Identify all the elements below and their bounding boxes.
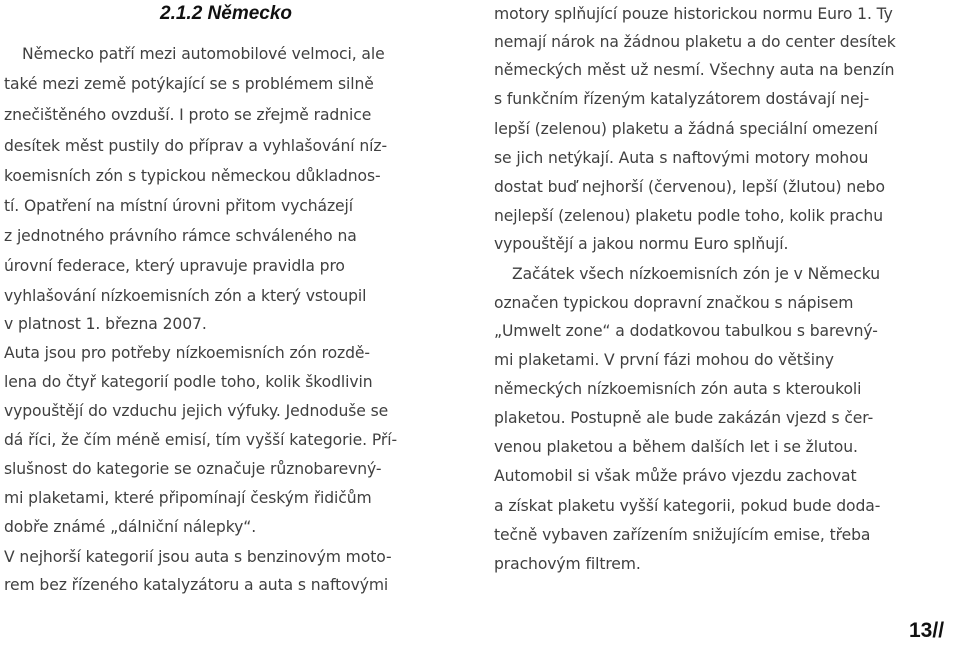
paragraph-line: plaketou. Postupně ale bude zakázán vjezd s čer- xyxy=(494,409,874,427)
paragraph-line: desítek měst pustily do příprav a vyhlašování níz- xyxy=(4,137,387,155)
paragraph-line: Začátek všech nízkoemisních zón je v Německu xyxy=(512,265,880,283)
paragraph-line: lepší (zelenou) plaketu a žádná speciální omezení xyxy=(494,120,878,138)
paragraph-line: v platnost 1. března 2007. xyxy=(4,315,207,333)
paragraph-line: německých nízkoemisních zón auta s kteroukoli xyxy=(494,380,862,398)
paragraph-line: mi plaketami, které připomínají českým řidičům xyxy=(4,489,372,507)
paragraph-line: nejlepší (zelenou) plaketu podle toho, kolik prachu xyxy=(494,207,883,225)
paragraph-line: slušnost do kategorie se označuje různobarevný- xyxy=(4,460,382,478)
paragraph-line: vypouštějí do vzduchu jejich výfuky. Jednoduše se xyxy=(4,402,389,420)
paragraph-line: motory splňující pouze historickou normu Euro 1. Ty xyxy=(494,5,893,23)
paragraph-line: dá říci, že čím méně emisí, tím vyšší kategorie. Pří- xyxy=(4,431,397,449)
paragraph-line: venou plaketou a během dalších let i se žlutou. xyxy=(494,438,858,456)
paragraph-line: Německo patří mezi automobilové velmoci, ale xyxy=(22,45,385,63)
paragraph-line: Automobil si však může právo vjezdu zachovat xyxy=(494,467,857,485)
paragraph-line: s funkčním řízeným katalyzátorem dostávají nej- xyxy=(494,90,870,108)
paragraph-line: V nejhorší kategorií jsou auta s benzinovým moto- xyxy=(4,548,392,566)
paragraph-line: tí. Opatření na místní úrovni přitom vycházejí xyxy=(4,197,354,215)
paragraph-line: rem bez řízeného katalyzátoru a auta s naftovými xyxy=(4,576,389,594)
paragraph-line: úrovní federace, který upravuje pravidla pro xyxy=(4,257,345,275)
paragraph-line: vyhlašování nízkoemisních zón a který vstoupil xyxy=(4,287,367,305)
paragraph-line: a získat plaketu vyšší kategorii, pokud bude doda- xyxy=(494,497,881,515)
paragraph-line: označen typickou dopravní značkou s nápisem xyxy=(494,294,854,312)
paragraph-line: dobře známé „dálniční nálepky“. xyxy=(4,518,257,536)
paragraph-line: nemají nárok na žádnou plaketu a do center desítek xyxy=(494,33,896,51)
paragraph-line: prachovým filtrem. xyxy=(494,555,641,573)
section-title: 2.1.2 Německo xyxy=(160,3,293,24)
paragraph-line: také mezi země potýkající se s problémem silně xyxy=(4,75,374,93)
page-number: 13// xyxy=(909,619,945,642)
paragraph-line: znečištěného ovzduší. I proto se zřejmě radnice xyxy=(4,106,372,124)
paragraph-line: mi plaketami. V první fázi mohou do většiny xyxy=(494,351,834,369)
paragraph-line: dostat buď nejhorší (červenou), lepší (žlutou) nebo xyxy=(494,178,885,196)
paragraph-line: lena do čtyř kategorií podle toho, kolik škodlivin xyxy=(4,373,373,391)
paragraph-line: tečně vybaven zařízením snižujícím emise, třeba xyxy=(494,526,871,544)
paragraph-line: z jednotného právního rámce schváleného na xyxy=(4,227,357,245)
paragraph-line: německých měst už nesmí. Všechny auta na benzín xyxy=(494,61,895,79)
paragraph-line: „Umwelt zone“ a dodatkovou tabulkou s barevný- xyxy=(494,322,878,340)
paragraph-line: vypouštějí a jakou normu Euro splňují. xyxy=(494,235,789,253)
paragraph-line: koemisních zón s typickou německou důkladnos- xyxy=(4,167,381,185)
paragraph-line: Auta jsou pro potřeby nízkoemisních zón rozdě- xyxy=(4,344,370,362)
paragraph-line: se jich netýkají. Auta s naftovými motory mohou xyxy=(494,149,869,167)
